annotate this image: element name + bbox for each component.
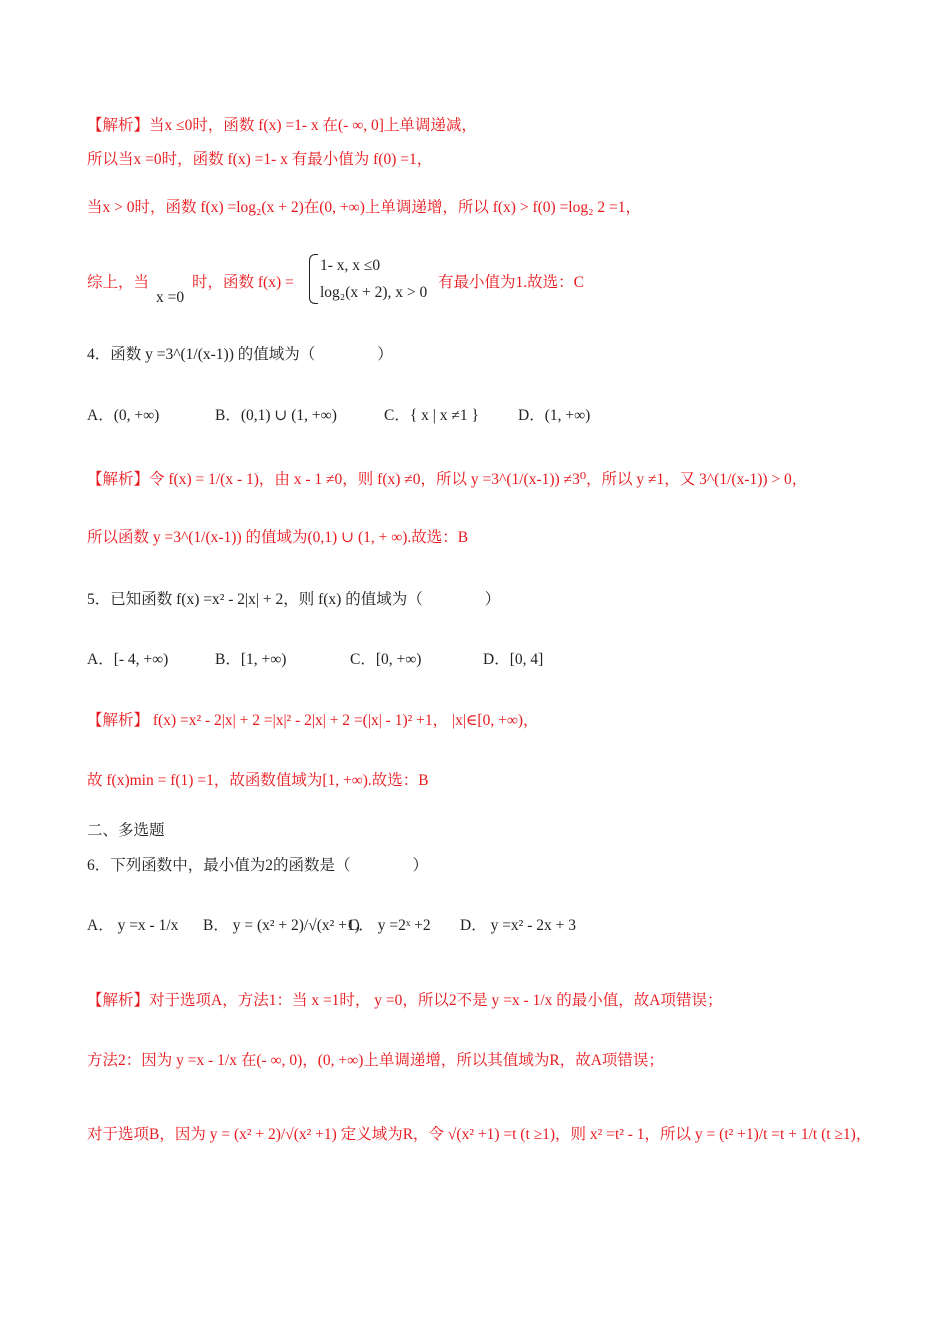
q4-option-d: D．(1, +∞) <box>518 407 591 424</box>
analysis3-conclusion: 有最小值为1.故选：C <box>438 274 584 291</box>
q6-option-c: C． y =2ˣ +2 <box>348 917 431 934</box>
q4-option-c: C．{ x | x ≠1 } <box>384 407 479 424</box>
q6-analysis-line3: 对于选项B，因为 y = (x² + 2)/√(x² +1) 定义域为R，令 √(x² +1) =t (t ≥1)，则 x² =t² - 1，所以 y = (t² +1)/t =t + 1/t (t ≥1)， <box>87 1126 872 1143</box>
q4-analysis-line1: 【解析】令 f(x) = 1/(x - 1)，由 x - 1 ≠0，则 f(x) ≠0，所以 y =3^(1/(x-1)) ≠3⁰，所以 y ≠1，又 3^(1/(x-1)) > 0， <box>87 471 808 488</box>
q6-analysis-line1: 【解析】对于选项A，方法1：当 x =1时， y =0，所以2不是 y =x - 1/x 的最小值，故A项错误； <box>87 992 723 1009</box>
analysis3-line3: 当x > 0时，函数 f(x) =log₂(x + 2)在(0, +∞)上单调递增，所以 f(x) > f(0) =log₂ 2 =1， <box>87 199 642 216</box>
q5-analysis-line2: 故 f(x)min = f(1) =1，故函数值域为[1, +∞).故选：B <box>87 772 429 789</box>
piecewise-brace <box>309 254 318 304</box>
analysis3-line1: 【解析】当x ≤0时，函数 f(x) =1- x 在(- ∞, 0]上单调递减， <box>87 117 477 134</box>
q4-option-b: B．(0,1) ∪ (1, +∞) <box>215 407 337 424</box>
piecewise-case2: log₂(x + 2), x > 0 <box>320 284 428 301</box>
q5-stem: 5．已知函数 f(x) =x² - 2|x| + 2，则 f(x) 的值域为（ ） <box>87 591 501 608</box>
analysis3-condition: x =0 <box>156 289 185 306</box>
q5-option-a: A．[- 4, +∞) <box>87 651 169 668</box>
q6-stem: 6．下列函数中，最小值为2的函数是（ ） <box>87 857 429 874</box>
q5-analysis-line1: 【解析】 f(x) =x² - 2|x| + 2 =|x|² - 2|x| + 2 =(|x| - 1)² +1， |x|∈[0, +∞)， <box>87 712 539 729</box>
q6-option-d: D． y =x² - 2x + 3 <box>460 917 576 934</box>
q4-analysis-line2: 所以函数 y =3^(1/(x-1)) 的值域为(0,1) ∪ (1, + ∞).故选：B <box>87 529 469 546</box>
analysis3-func-label: 时，函数 f(x) = <box>192 274 294 291</box>
q5-option-c: C．[0, +∞) <box>350 651 422 668</box>
q6-analysis-line2: 方法2：因为 y =x - 1/x 在(- ∞, 0)，(0, +∞)上单调递增，所以其值域为R，故A项错误； <box>87 1052 664 1069</box>
q4-option-a: A．(0, +∞) <box>87 407 160 424</box>
q4-stem: 4．函数 y =3^(1/(x-1)) 的值域为（ ） <box>87 346 393 363</box>
analysis3-line2: 所以当x =0时，函数 f(x) =1- x 有最小值为 f(0) =1， <box>87 151 433 168</box>
piecewise-case1: 1- x, x ≤0 <box>320 257 381 274</box>
q6-option-a: A． y =x - 1/x <box>87 917 179 934</box>
q6-option-b: B． y = (x² + 2)/√(x² +1) <box>203 917 360 934</box>
q5-option-d: D．[0, 4] <box>483 651 544 668</box>
q5-option-b: B．[1, +∞) <box>215 651 287 668</box>
analysis3-line4-prefix: 综上，当 <box>87 274 150 291</box>
section-title-multiple-choice: 二、多选题 <box>87 822 165 839</box>
